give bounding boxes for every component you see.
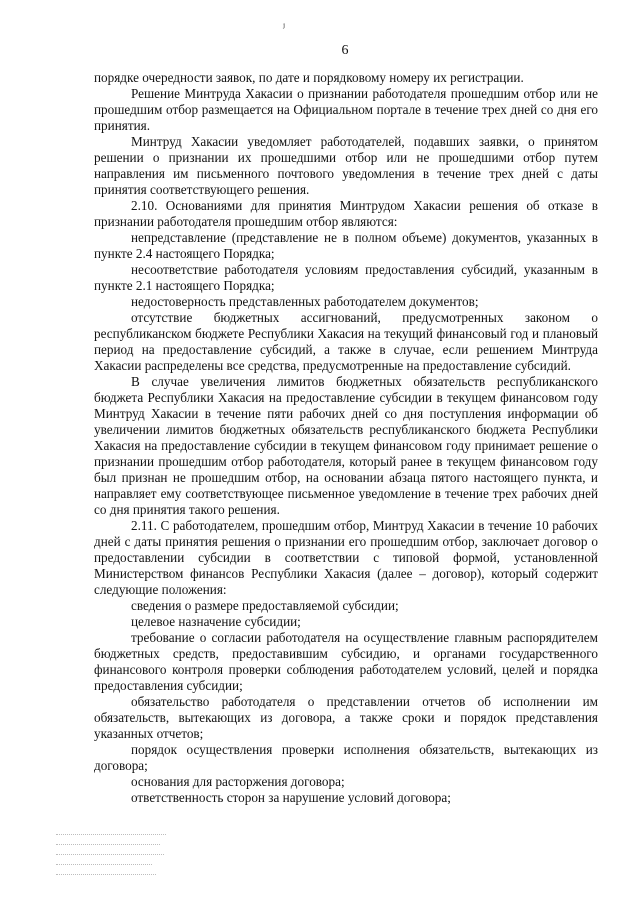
page-number: 6: [341, 43, 349, 58]
list-item: ответственность сторон за нарушение условий договора;: [131, 790, 451, 805]
list-item: требование о согласии работодателя на осуществление главным распорядителем бюджетных средств, предоставившим субсидию, и органами государственного финансового контроля проверки соблюдения работодателем условий, целей и порядка предоставления субсидии;: [94, 630, 598, 693]
list-item: отсутствие бюджетных ассигнований, предусмотренных законом о республиканском бюджете Республики Хакасия на текущий финансовый год и плановый период на предоставление субсидий, а также в случае, если решением Минтруда Хакасии распределены все средства, предусмотренные на предоставление субсидий.: [94, 310, 598, 373]
paragraph: порядке очередности заявок, по дате и порядковому номеру их регистрации.: [94, 70, 524, 85]
list-item: целевое назначение субсидии;: [131, 614, 301, 629]
paragraph: 2.11. С работодателем, прошедшим отбор, Минтруд Хакасии в течение 10 рабочих дней с даты принятия решения о признании его прошедшим отбор, заключает договор о предоставлении субсидии в соответствии с типовой формой, установленной Министерством финансов Республики Хакасия (далее – договор), который содержит следующие положения:: [94, 518, 598, 597]
document-body: [94, 70, 598, 806]
list-item: порядок осуществления проверки исполнения обязательств, вытекающих из договора;: [94, 742, 598, 773]
paragraph: 2.10. Основаниями для принятия Минтрудом Хакасии решения об отказе в признании работодателя прошедшим отбор являются:: [94, 198, 598, 229]
scan-mark: ʲ: [283, 21, 285, 33]
list-item: обязательство работодателя о представлении отчетов об исполнении им обязательств, вытекающих из договора, а также сроки и порядок представления указанных отчетов;: [94, 694, 598, 741]
list-item: непредставление (представление не в полном объеме) документов, указанных в пункте 2.4 настоящего Порядка;: [94, 230, 598, 261]
paragraph: Минтруд Хакасии уведомляет работодателей, подавших заявки, о принятом решении о признании их прошедшими отбор или не прошедшими отбор путем направления им письменного почтового уведомления в течение трех дней с даты принятия соответствующего решения.: [94, 134, 598, 197]
list-item: сведения о размере предоставляемой субсидии;: [131, 598, 399, 613]
list-item: несоответствие работодателя условиям предоставления субсидий, указанным в пункте 2.1 настоящего Порядка;: [94, 262, 598, 293]
paragraph: Решение Минтруда Хакасии о признании работодателя прошедшим отбор или не прошедшим отбор размещается на Официальном портале в течение трех дней со дня его принятия.: [94, 86, 598, 133]
paragraph: В случае увеличения лимитов бюджетных обязательств республиканского бюджета Республики Хакасия на предоставление субсидии в текущем финансовом году Минтруд Хакасии в течение пяти рабочих дней со дня поступления информации об увеличении лимитов бюджетных обязательств республиканского бюджета Республики Хакасия на предоставление субсидии в текущем финансовом году принимает решение о признании прошедшим отбор работодателя, который ранее в текущем финансовом году был признан не прошедшим отбор, на основании абзаца пятого настоящего пункта, и направляет ему соответствующее письменное уведомление в течение трех рабочих дней со дня принятия такого решения.: [94, 374, 598, 517]
list-item: недостоверность представленных работодателем документов;: [131, 294, 479, 309]
registration-stamp: [56, 832, 168, 878]
list-item: основания для расторжения договора;: [131, 774, 345, 789]
